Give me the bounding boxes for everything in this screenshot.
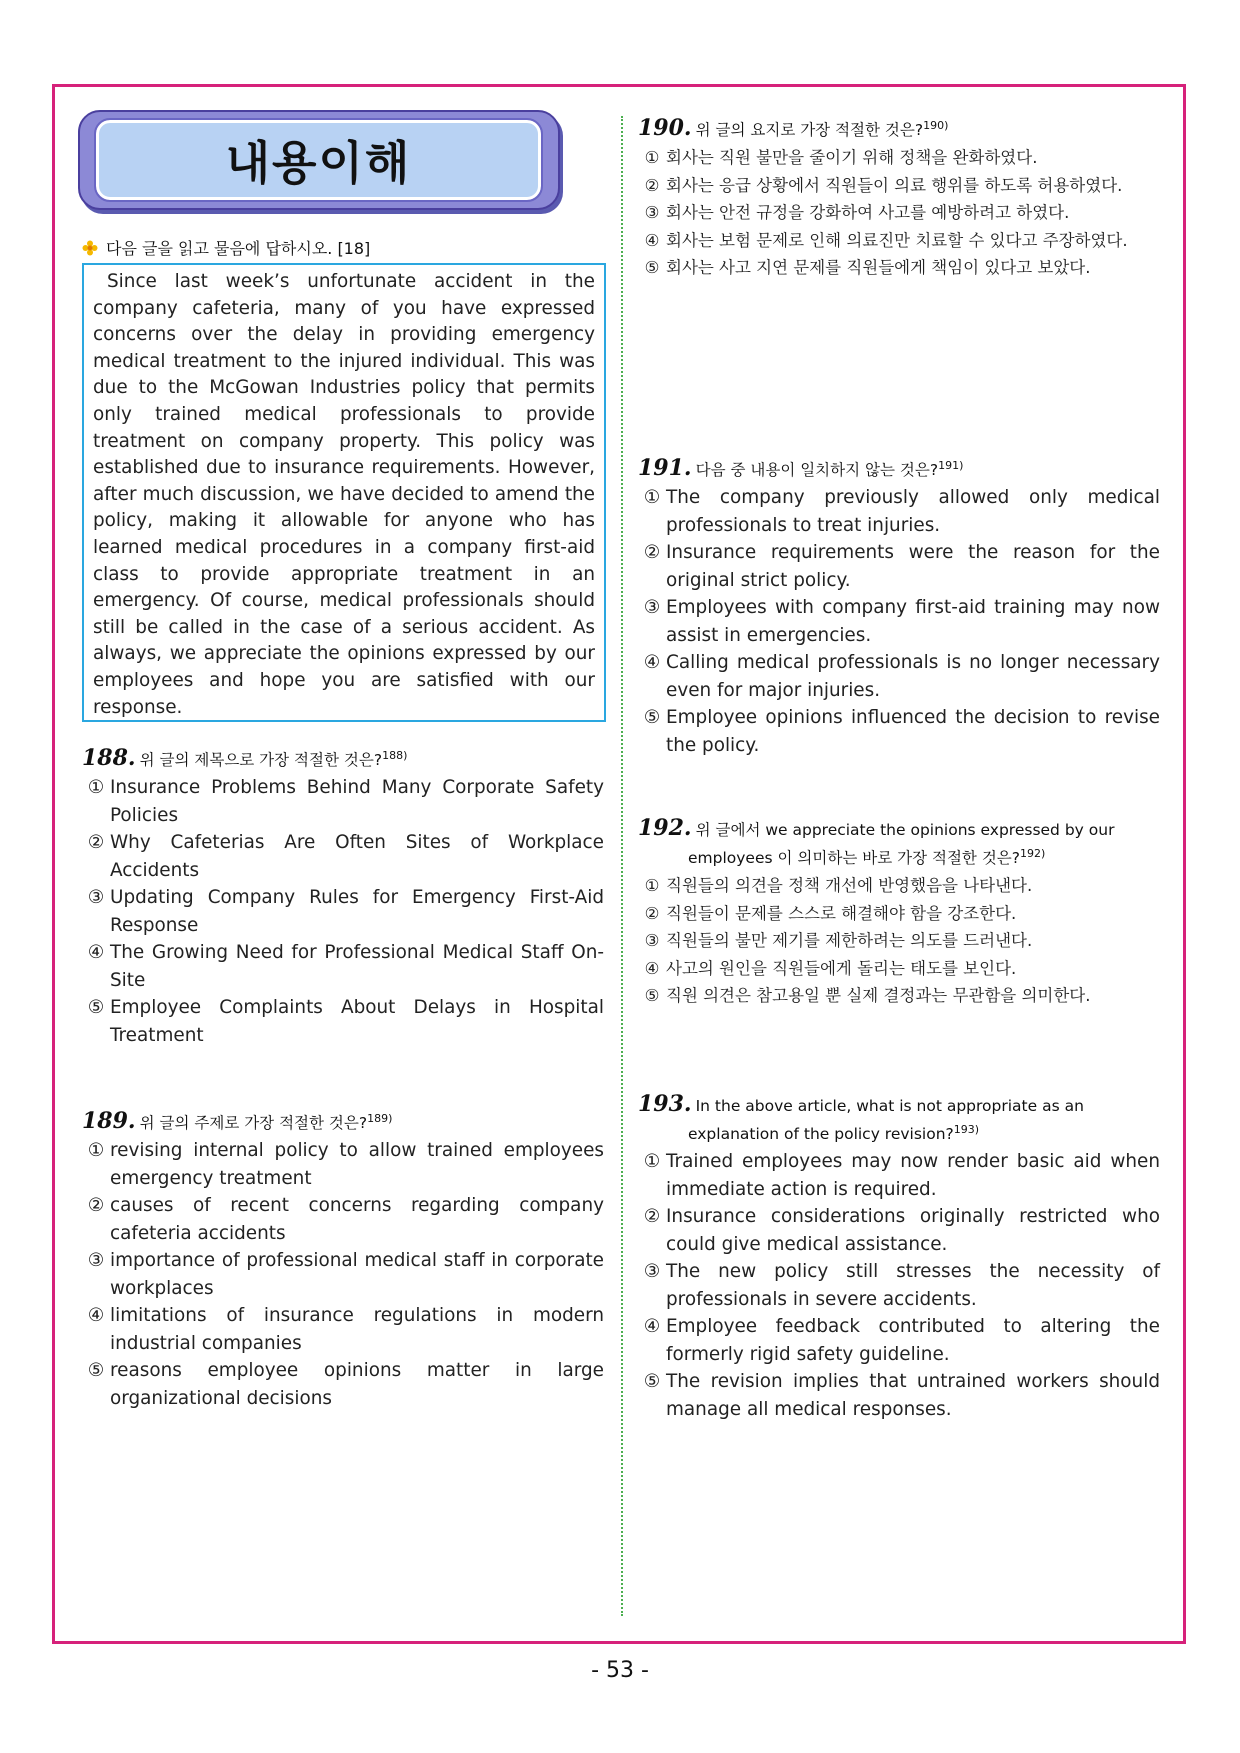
option-1[interactable] [82,1137,604,1192]
option-text: 회사는 보험 문제로 인해 의료진만 치료할 수 있다고 주장하였다. [666,230,1128,250]
option-4[interactable] [638,227,1160,255]
option-list [638,872,1160,1010]
option-2[interactable] [82,829,604,884]
option-text: Insurance requirements were the reason for the original strict policy. [666,542,1160,591]
option-text: Employee Complaints About Delays in Hospital Treatment [110,997,604,1046]
option-1[interactable] [638,144,1160,172]
option-text: 직원 의견은 참고용일 뿐 실제 결정과는 무관함을 의미한다. [666,986,1091,1006]
question-text: 위 글의 요지로 가장 적절한 것은? [695,121,924,140]
option-text: 사고의 원인을 직원들에게 돌리는 태도를 보인다. [666,958,1017,978]
option-3[interactable] [638,1258,1160,1313]
option-marker: ③ [87,887,105,909]
option-text: The Growing Need for Professional Medical Staff On-Site [110,942,604,991]
option-marker: ④ [643,652,661,674]
question-header [82,1107,604,1135]
option-3[interactable] [638,594,1160,649]
question-text-line1: 위 글에서 we appreciate the opinions expressed by our [695,821,1115,839]
option-marker: ② [644,175,660,195]
option-text: Insurance Problems Behind Many Corporate Safety Policies [110,777,604,826]
question-190 [638,114,1160,282]
question-header [638,454,1160,482]
question-text: 위 글의 주제로 가장 적절한 것은? [139,1114,368,1133]
option-list [82,1137,604,1412]
option-text: 직원들의 의견을 정책 개선에 반영했음을 나타낸다. [666,876,1033,896]
option-marker: ① [643,1151,661,1173]
question-header [82,744,604,772]
option-marker: ① [87,1140,105,1162]
option-marker: ④ [643,1316,661,1338]
option-marker: ① [644,148,660,168]
question-number: 193. [638,1091,692,1117]
column-divider [621,116,623,1616]
option-marker: ② [644,903,660,923]
option-3[interactable] [82,884,604,939]
question-number: 191. [638,455,692,482]
option-text: 회사는 직원 불만을 줄이기 위해 정책을 완화하였다. [666,148,1038,168]
question-text-line2-wrap [638,842,1160,870]
option-text: 회사는 안전 규정을 강화하여 사고를 예방하려고 하였다. [666,203,1070,223]
option-text: 직원들의 불만 제기를 제한하려는 의도를 드러낸다. [666,931,1033,951]
option-5[interactable] [638,704,1160,759]
question-text-line2: employees 이 의미하는 바로 가장 적절한 것은? [688,849,1020,868]
footnote-ref: 192) [1020,847,1046,860]
option-marker: ⑤ [644,986,660,1006]
question-189 [82,1107,604,1412]
flower-icon [82,240,98,256]
option-list [638,484,1160,759]
question-text-line1: In the above article, what is not appropriate as an [695,1097,1084,1115]
reading-passage [82,263,606,722]
question-number: 189. [82,1108,136,1135]
option-marker: ② [643,542,661,564]
option-1[interactable] [638,1148,1160,1203]
option-marker: ③ [643,597,661,619]
option-3[interactable] [82,1247,604,1302]
option-text: Insurance considerations originally restricted who could give medical assistance. [666,1206,1160,1255]
question-191 [638,454,1160,759]
option-text: causes of recent concerns regarding company cafeteria accidents [110,1195,604,1244]
option-2[interactable] [638,1203,1160,1258]
option-text: importance of professional medical staff in corporate workplaces [110,1250,604,1299]
option-text: Employee feedback contributed to altering the formerly rigid safety guideline. [666,1316,1160,1365]
question-number: 190. [638,115,692,142]
option-5[interactable] [638,1368,1160,1423]
option-marker: ① [643,487,661,509]
question-192 [638,816,1160,1010]
option-1[interactable] [638,484,1160,539]
option-text: revising internal policy to allow trained employees emergency treatment [110,1140,604,1189]
question-header [638,114,1160,142]
question-number: 188. [82,745,136,772]
option-text: Calling medical professionals is no longer necessary even for major injuries. [666,652,1160,701]
section-title: 내용이해 [225,136,412,190]
question-header [638,1092,1160,1146]
footnote-ref: 190) [923,119,949,132]
option-marker: ② [643,1206,661,1228]
question-header [638,816,1160,870]
option-4[interactable] [638,955,1160,983]
option-text: Trained employees may now render basic aid when immediate action is required. [666,1151,1160,1200]
option-marker: ⑤ [644,258,660,278]
option-4[interactable] [638,1313,1160,1368]
question-number: 192. [638,815,692,841]
option-5[interactable] [638,982,1160,1010]
option-list [82,774,604,1049]
option-4[interactable] [638,649,1160,704]
option-marker: ⑤ [87,997,105,1019]
option-text: Employees with company first-aid training may now assist in emergencies. [666,597,1160,646]
option-text: 회사는 사고 지연 문제를 직원들에게 책임이 있다고 보았다. [666,258,1091,278]
option-marker: ⑤ [643,707,661,729]
instruction-text: 다음 글을 읽고 물음에 답하시오. [18] [106,239,371,258]
option-1[interactable] [638,872,1160,900]
question-188 [82,744,604,1049]
option-5[interactable] [82,994,604,1049]
footnote-ref: 188) [382,749,408,762]
page-number: - 53 - [591,1658,649,1683]
instruction [82,236,370,259]
option-2[interactable] [638,900,1160,928]
footnote-ref: 191) [938,459,964,472]
option-5[interactable] [82,1357,604,1412]
question-text-line2-wrap [638,1118,1160,1146]
option-2[interactable] [638,539,1160,594]
option-marker: ③ [644,203,660,223]
option-3[interactable] [638,927,1160,955]
question-193 [638,1092,1160,1423]
section-badge-inner [96,120,541,200]
option-marker: ③ [87,1250,105,1272]
option-text: The revision implies that untrained workers should manage all medical responses. [666,1371,1160,1420]
option-marker: ④ [87,942,105,964]
option-text: Updating Company Rules for Emergency First-Aid Response [110,887,604,936]
option-4[interactable] [82,939,604,994]
option-2[interactable] [638,172,1160,200]
option-marker: ⑤ [87,1360,105,1382]
option-3[interactable] [638,199,1160,227]
option-marker: ④ [644,958,660,978]
option-marker: ④ [87,1305,105,1327]
question-text-line2: explanation of the policy revision? [688,1125,954,1144]
option-2[interactable] [82,1192,604,1247]
option-text: 직원들이 문제를 스스로 해결해야 함을 강조한다. [666,903,1017,923]
question-text: 다음 중 내용이 일치하지 않는 것은? [695,461,939,480]
option-1[interactable] [82,774,604,829]
option-marker: ⑤ [643,1371,661,1393]
option-marker: ③ [644,931,660,951]
option-marker: ① [87,777,105,799]
option-4[interactable] [82,1302,604,1357]
option-text: reasons employee opinions matter in large organizational decisions [110,1360,604,1409]
option-list [638,1148,1160,1423]
option-5[interactable] [638,254,1160,282]
option-marker: ② [87,832,105,854]
option-text: The new policy still stresses the necessity of professionals in severe accidents. [666,1261,1160,1310]
option-text: Why Cafeterias Are Often Sites of Workplace Accidents [110,832,604,881]
option-marker: ④ [644,230,660,250]
option-text: 회사는 응급 상황에서 직원들이 의료 행위를 하도록 허용하였다. [666,175,1123,195]
option-marker: ② [87,1195,105,1217]
footnote-ref: 193) [953,1123,980,1136]
option-text: limitations of insurance regulations in modern industrial companies [110,1305,604,1354]
option-marker: ③ [643,1261,661,1283]
option-text: The company previously allowed only medical professionals to treat injuries. [666,487,1160,536]
passage-text: Since last week’s unfortunate accident in the company cafeteria, many of you have expressed concerns over the delay in providing emergency medical treatment to the injured individual. This was due to the McGowan Industries policy that permits only trained medical professionals to provide treatment on company property. This policy was established due to insurance requirements. However, after much discussion, we have decided to amend the policy, making it allowable for anyone who has learned medical procedures in a company first-aid class to provide appropriate treatment in an emergency. Of course, medical professionals should still be called in the case of a serious accident. As always, we appreciate the opinions expressed by our employees and hope you are satisfied with our response. [93,271,595,718]
option-marker: ① [644,876,660,896]
option-text: Employee opinions influenced the decision to revise the policy. [666,707,1160,756]
option-list [638,144,1160,282]
footnote-ref: 189) [367,1112,393,1125]
question-text: 위 글의 제목으로 가장 적절한 것은? [139,751,383,770]
